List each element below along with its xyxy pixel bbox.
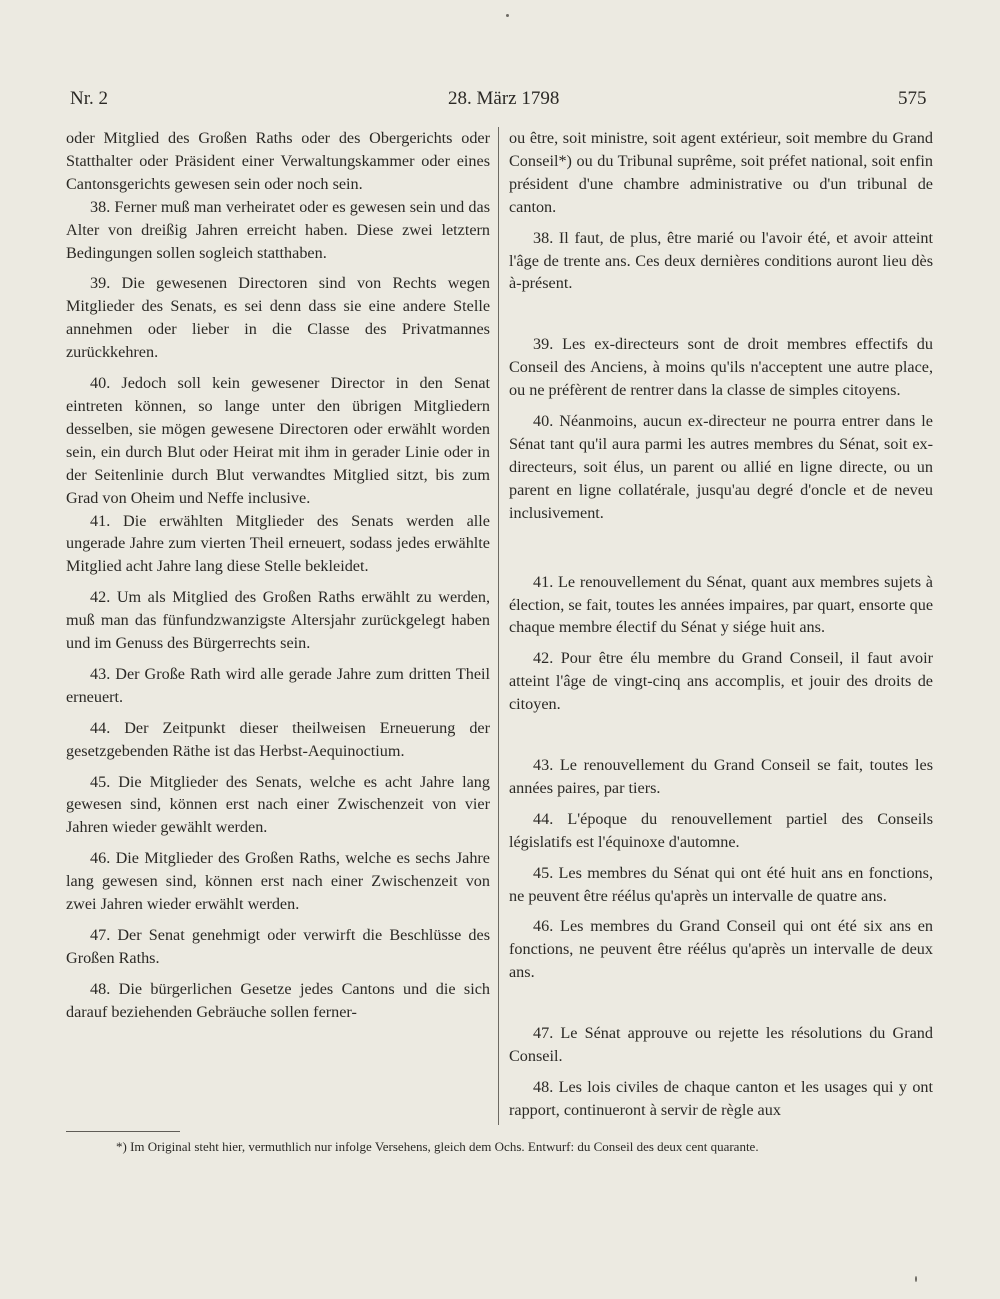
paragraph-fr-47: 47. Le Sénat approuve ou rejette les résolutions du Grand Conseil. [509, 1024, 933, 1066]
paragraph-fr-40: 40. Néanmoins, aucun ex-directeur ne pourra entrer dans le Sénat tant qu'il aura parmi les autres membres du Sénat, soit ex-directeurs, soit élus, un parent ou allié en ligne directe, ou un parent en ligne collatérale, jusqu'au degré d'oncle et de neveu inclusivement. [509, 412, 933, 522]
german-column [66, 127, 490, 1024]
paragraph-fr-46: 46. Les membres du Grand Conseil qui ont été six ans en fonctions, ne peuvent être réélus qu'après un intervalle de deux ans. [509, 917, 933, 982]
paragraph-de-41: 41. Die erwählten Mitglieder des Senats werden alle ungerade Jahre zum vierten Theil erneuert, sodass jedes erwählte Mitglied acht Jahre lang diese Stelle bekleidet. [66, 511, 490, 576]
paragraph-de-42: 42. Um als Mitglied des Großen Raths erwählt zu werden, muß man das fünfundzwanzigste Altersjahr zurückgelegt haben und im Genuss des Bürgerrechts sein. [66, 588, 490, 653]
page-speck [506, 14, 509, 17]
paragraph-de-43: 43. Der Große Rath wird alle gerade Jahre zum dritten Theil erneuert. [66, 664, 490, 706]
paragraph-de-38: 38. Ferner muß man verheiratet oder es gewesen sein und das Alter von dreißig Jahren erreicht haben. Diese zwei letztern Bedingungen sollen sogleich statthaben. [66, 197, 490, 262]
page-number: 575 [898, 88, 927, 109]
french-column [509, 127, 933, 1122]
paragraph-de-39: 39. Die gewesenen Directoren sind von Rechts wegen Mitglieder des Senats, es sei denn dass sie eine andere Stelle annehmen oder lieber in die Classe des Privatmannes zurückkehren. [66, 274, 490, 362]
paragraph-fr-37-cont: ou être, soit ministre, soit agent extérieur, soit membre du Grand Conseil*) ou du Tribunal suprême, soit préfet national, soit enfin président d'une chambre administrative ou d'un tribunal de canton. [509, 129, 933, 216]
page-speck [915, 1276, 917, 1282]
paragraph-de-45: 45. Die Mitglieder des Senats, welche es acht Jahre lang gewesen sind, können erst nach einer Zwischenzeit von vier Jahren wieder gewählt werden. [66, 772, 490, 837]
paragraph-fr-45: 45. Les membres du Sénat qui ont été huit ans en fonctions, ne peuvent être réélus qu'après un intervalle de quatre ans. [509, 863, 933, 905]
paragraph-fr-42: 42. Pour être élu membre du Grand Conseil, il faut avoir atteint l'âge de vingt-cinq ans accomplis, et jouir des droits de citoyen. [509, 649, 933, 714]
paragraph-de-44: 44. Der Zeitpunkt dieser theilweisen Erneuerung der gesetzgebenden Räthe ist das Herbst-Aequinoctium. [66, 718, 490, 760]
column-divider [498, 127, 499, 1125]
footnote: *) Im Original steht hier, vermuthlich nur infolge Versehens, gleich dem Ochs. Entwurf: du Conseil des deux cent quarante. [116, 1139, 759, 1154]
issue-number: Nr. 2 [70, 88, 108, 109]
paragraph-fr-38: 38. Il faut, de plus, être marié ou l'avoir été, et avoir atteint l'âge de trente ans. Ces deux dernières conditions auront lieu dès à-présent. [509, 228, 933, 293]
paragraph-de-37-cont: oder Mitglied des Großen Raths oder des Obergerichts oder Statthalter oder Präsident einer Verwaltungskammer oder eines Cantonsgerichts gewesen sein oder noch sein. [66, 129, 490, 193]
paragraph-de-40: 40. Jedoch soll kein gewesener Director in den Senat eintreten können, so lange unter den übrigen Mitgliedern desselben, sie mögen gewesene Directoren oder erwählt worden sein, ein durch Blut oder Heirat mit ihm in gerader Linie oder in der Seitenlinie durch Blut verwandtes Mitglied sitzt, bis zum Grad von Oheim und Neffe inclusive. [66, 374, 490, 507]
footnote-rule [66, 1131, 180, 1132]
paragraph-de-48: 48. Die bürgerlichen Gesetze jedes Cantons und die sich darauf beziehenden Gebräuche sollen ferner- [66, 979, 490, 1021]
paragraph-fr-48: 48. Les lois civiles de chaque canton et les usages qui y ont rapport, continueront à servir de règle aux [509, 1078, 933, 1119]
paragraph-fr-44: 44. L'époque du renouvellement partiel des Conseils législatifs est l'équinoxe d'automne. [509, 809, 933, 851]
date-heading: 28. März 1798 [448, 88, 560, 109]
paragraph-de-46: 46. Die Mitglieder des Großen Raths, welche es sechs Jahre lang gewesen sind, können erst nach einer Zwischenzeit von zwei Jahren wieder erwählt werden. [66, 849, 490, 914]
paragraph-de-47: 47. Der Senat genehmigt oder verwirft die Beschlüsse des Großen Raths. [66, 926, 490, 967]
paragraph-fr-39: 39. Les ex-directeurs sont de droit membres effectifs du Conseil des Anciens, à moins qu'ils n'acceptent une autre place, ou ne préfèrent de rentrer dans la classe de simples citoyens. [509, 335, 933, 400]
paragraph-fr-41: 41. Le renouvellement du Sénat, quant aux membres sujets à élection, se fait, toutes les années impaires, par quart, ensorte que chaque membre électif du Sénat y siége huit ans. [509, 572, 933, 637]
paragraph-fr-43: 43. Le renouvellement du Grand Conseil se fait, toutes les années paires, par tiers. [509, 756, 933, 797]
